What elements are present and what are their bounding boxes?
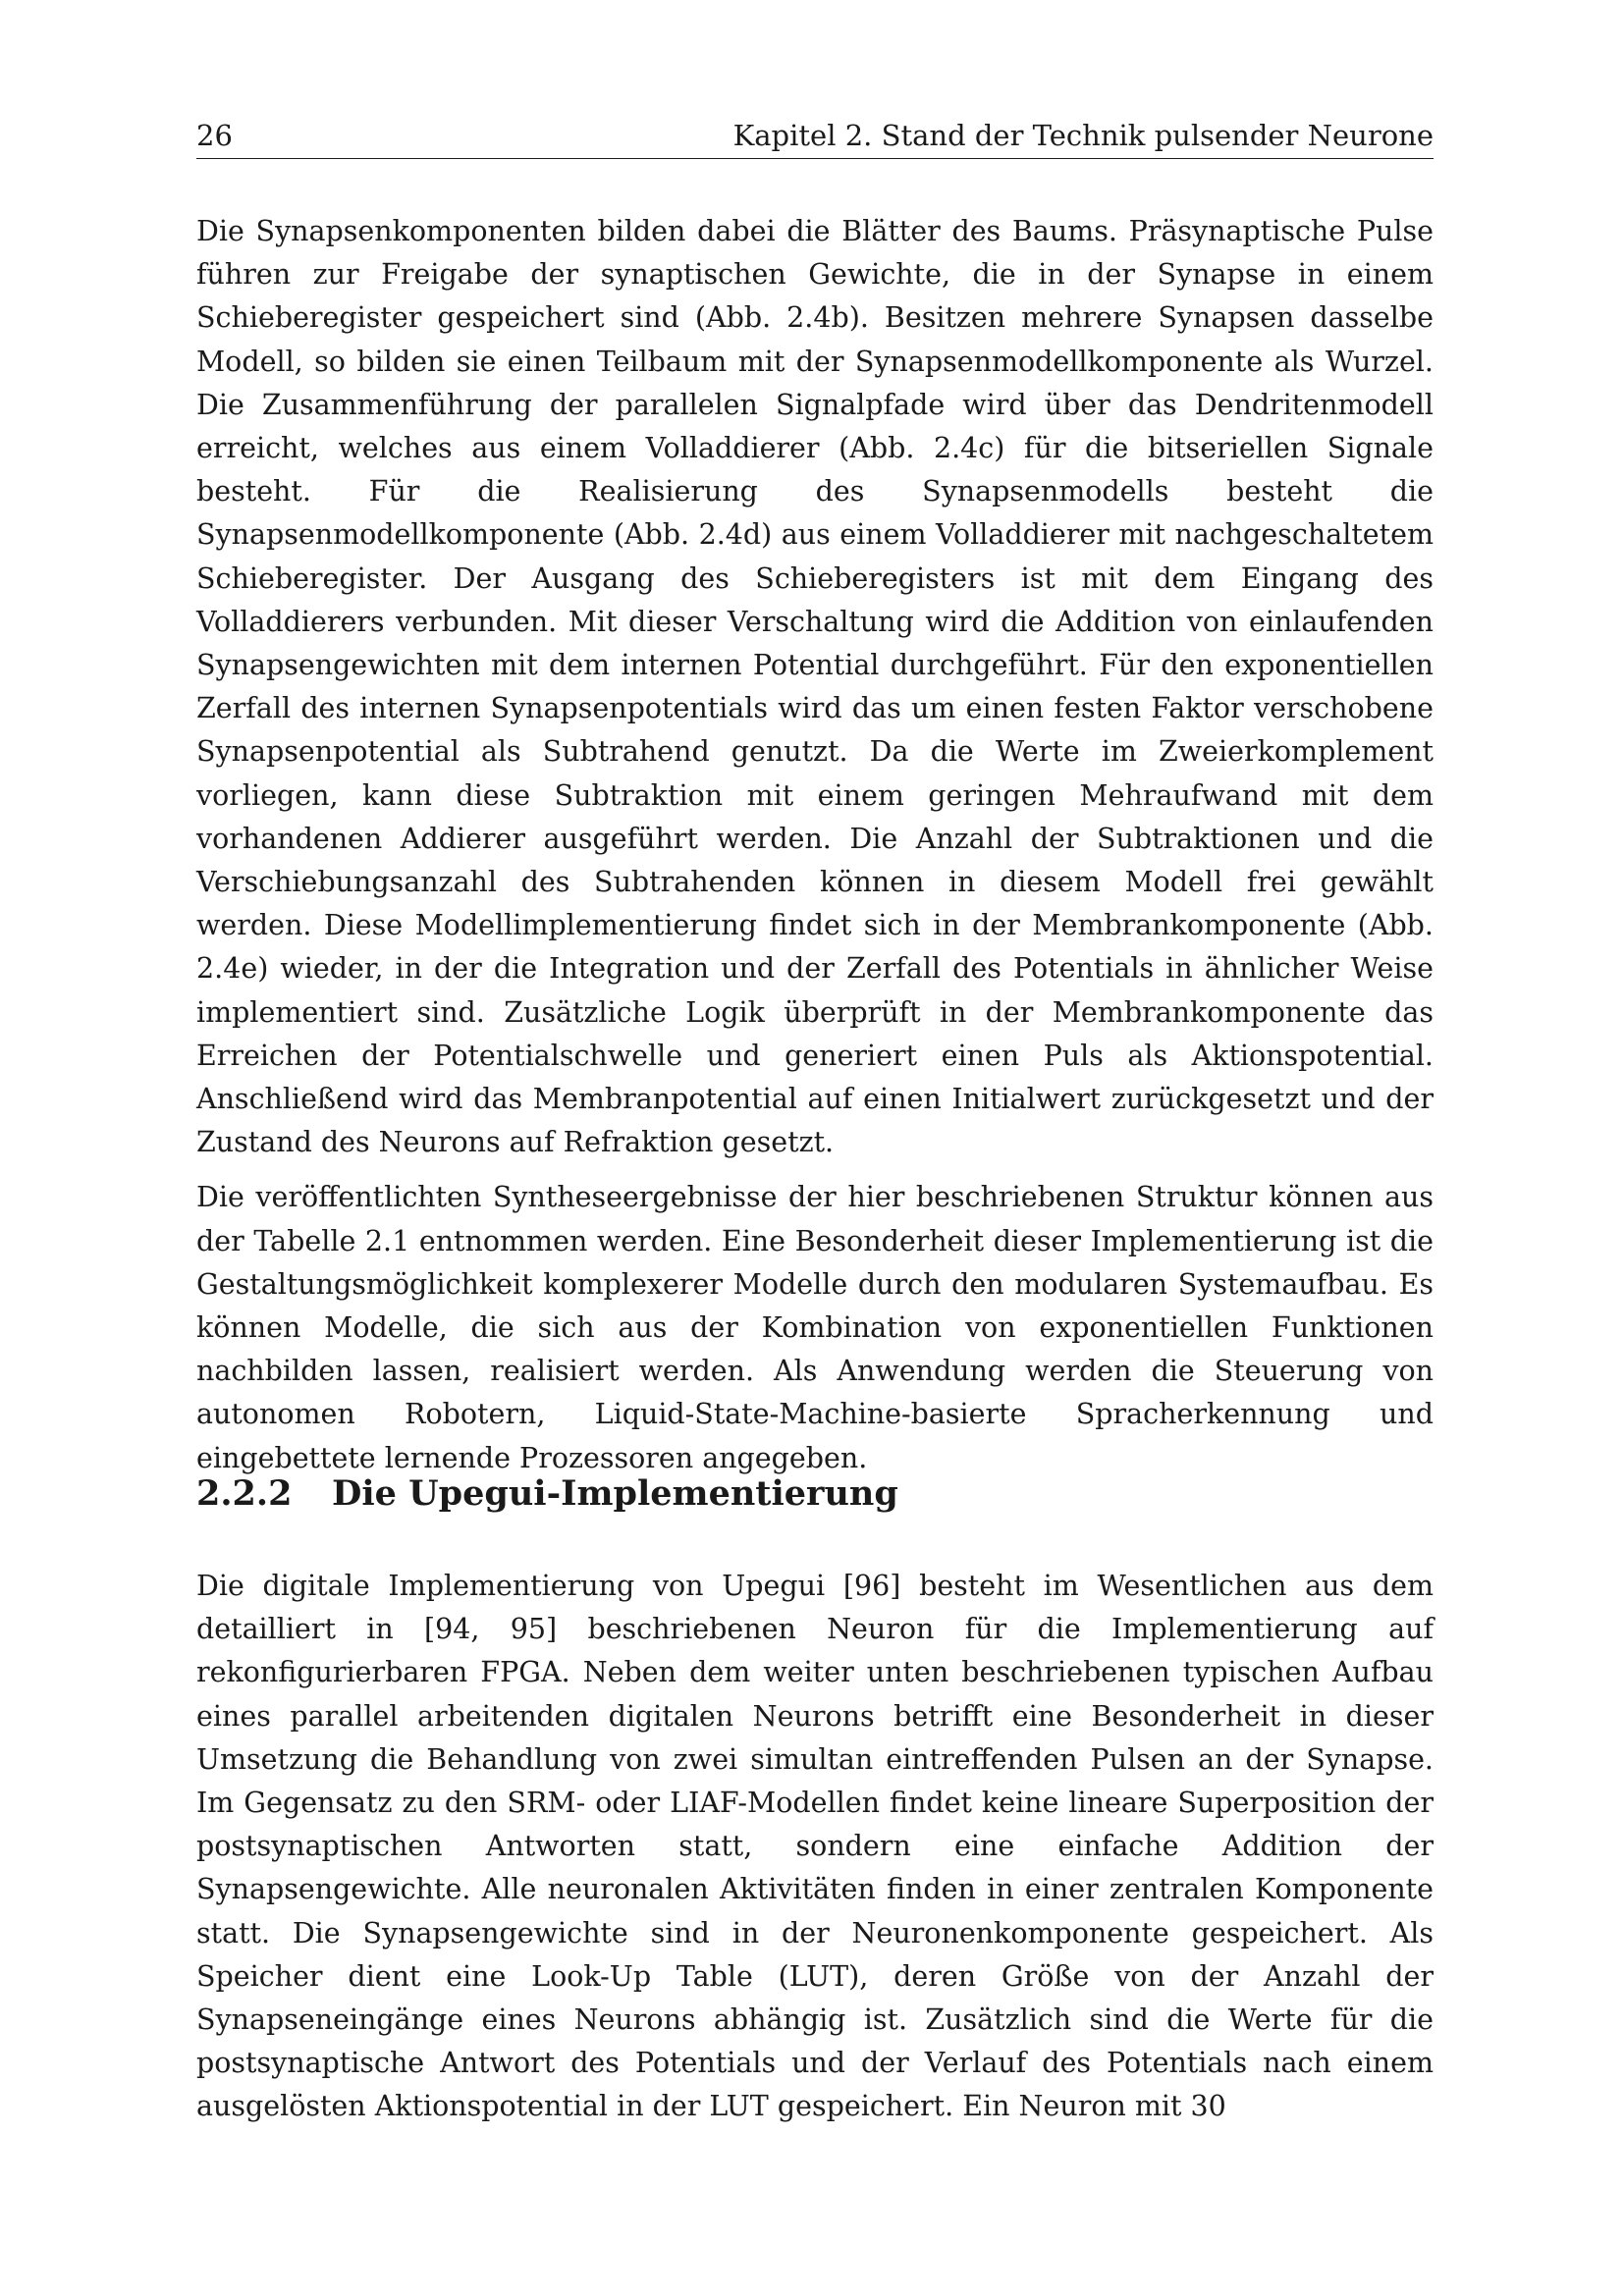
page-number: 26 — [196, 119, 233, 152]
paragraph: Die veröffentlichten Syntheseergebnisse der hier beschriebenen Struktur können aus der Tabelle 2.1 entnommen werden. Eine Besonderheit dieser Implementierung ist die Gestaltungsmöglichkeit komplexerer Modelle durch den modularen Systemaufbau. Es können Modelle, die sich aus der Kombination von exponentiellen Funktionen nachbilden lassen, realisiert werden. Als Anwendung werden die Steuerung von autonomen Robotern, Liquid-State-Machine-basierte Spracherkennung und eingebettete lernende Prozessoren angegeben. — [196, 1181, 1434, 1474]
chapter-title: Kapitel 2. Stand der Technik pulsender Neurone — [732, 119, 1434, 152]
header-rule — [196, 158, 1434, 159]
running-header — [196, 116, 1434, 155]
section-heading — [196, 1470, 1434, 1518]
paragraph: Die digitale Implementierung von Upegui [96] besteht im Wesentlichen aus dem detailliert in [94, 95] beschriebenen Neuron für die Implementierung auf rekonfigurierbaren FPGA. Neben dem weiter unten beschriebenen typischen Aufbau eines parallel arbeitenden digitalen Neurons betrifft eine Besonderheit in dieser Umsetzung die Behandlung von zwei simultan eintreffenden Pulsen an der Synapse. Im Gegensatz zu den SRM- oder LIAF-Modellen findet keine lineare Superposition der postsynaptischen Antworten statt, sondern eine einfache Addition der Synapsengewichte. Alle neuronalen Aktivitäten finden in einer zentralen Komponente statt. Die Synapsengewichte sind in der Neuronenkomponente gespeichert. Als Speicher dient eine Look-Up Table (LUT), deren Größe von der Anzahl der Synapseneingänge eines Neurons abhängig ist. Zusätzlich sind die Werte für die postsynaptische Antwort des Potentials und der Verlauf des Potentials nach einem ausgelösten Aktionspotential in der LUT gespeichert. Ein Neuron mit 30 — [196, 1570, 1434, 2123]
section-number: 2.2.2 — [196, 1473, 293, 1514]
section-body — [196, 1565, 1434, 2129]
paragraph: Die Synapsenkomponenten bilden dabei die Blätter des Baums. Präsynaptische Pulse führen zur Freigabe der synaptischen Gewichte, die in der Synapse in einem Schieberegister gespeichert sind (Abb. 2.4b). Besitzen mehrere Synapsen dasselbe Modell, so bilden sie einen Teilbaum mit der Synapsenmodellkomponente als Wurzel. Die Zusammenführung der parallelen Signalpfade wird über das Dendritenmodell erreicht, welches aus einem Volladdierer (Abb. 2.4c) für die bitseriellen Signale besteht. Für die Realisierung des Synapsenmodells besteht die Synapsenmodellkomponente (Abb. 2.4d) aus einem Volladdierer mit nachgeschaltetem Schieberegister. Der Ausgang des Schieberegisters ist mit dem Eingang des Volladdierers verbunden. Mit dieser Verschaltung wird die Addition von einlaufenden Synapsengewichten mit dem internen Potential durchgeführt. Für den exponentiellen Zerfall des internen Synapsenpotentials wird das um einen festen Faktor verschobene Synapsenpotential als Subtrahend genutzt. Da die Werte im Zweierkomplement vorliegen, kann diese Subtraktion mit einem geringen Mehraufwand mit dem vorhandenen Addierer ausgeführt werden. Die Anzahl der Subtraktionen und die Verschiebungsanzahl des Subtrahenden können in diesem Modell frei gewählt werden. Diese Modellimplementierung findet sich in der Membrankomponente (Abb. 2.4e) wieder, in der die Integration und der Zerfall des Potentials in ähnlicher Weise implementiert sind. Zusätzliche Logik überprüft in der Membrankomponente das Erreichen der Potentialschwelle und generiert einen Puls als Aktionspotential. Anschließend wird das Membranpotential auf einen Initialwert zurückgesetzt und der Zustand des Neurons auf Refraktion gesetzt. — [196, 215, 1434, 1159]
section-title: Die Upegui-Implementierung — [332, 1473, 898, 1514]
body-text — [196, 210, 1434, 1480]
